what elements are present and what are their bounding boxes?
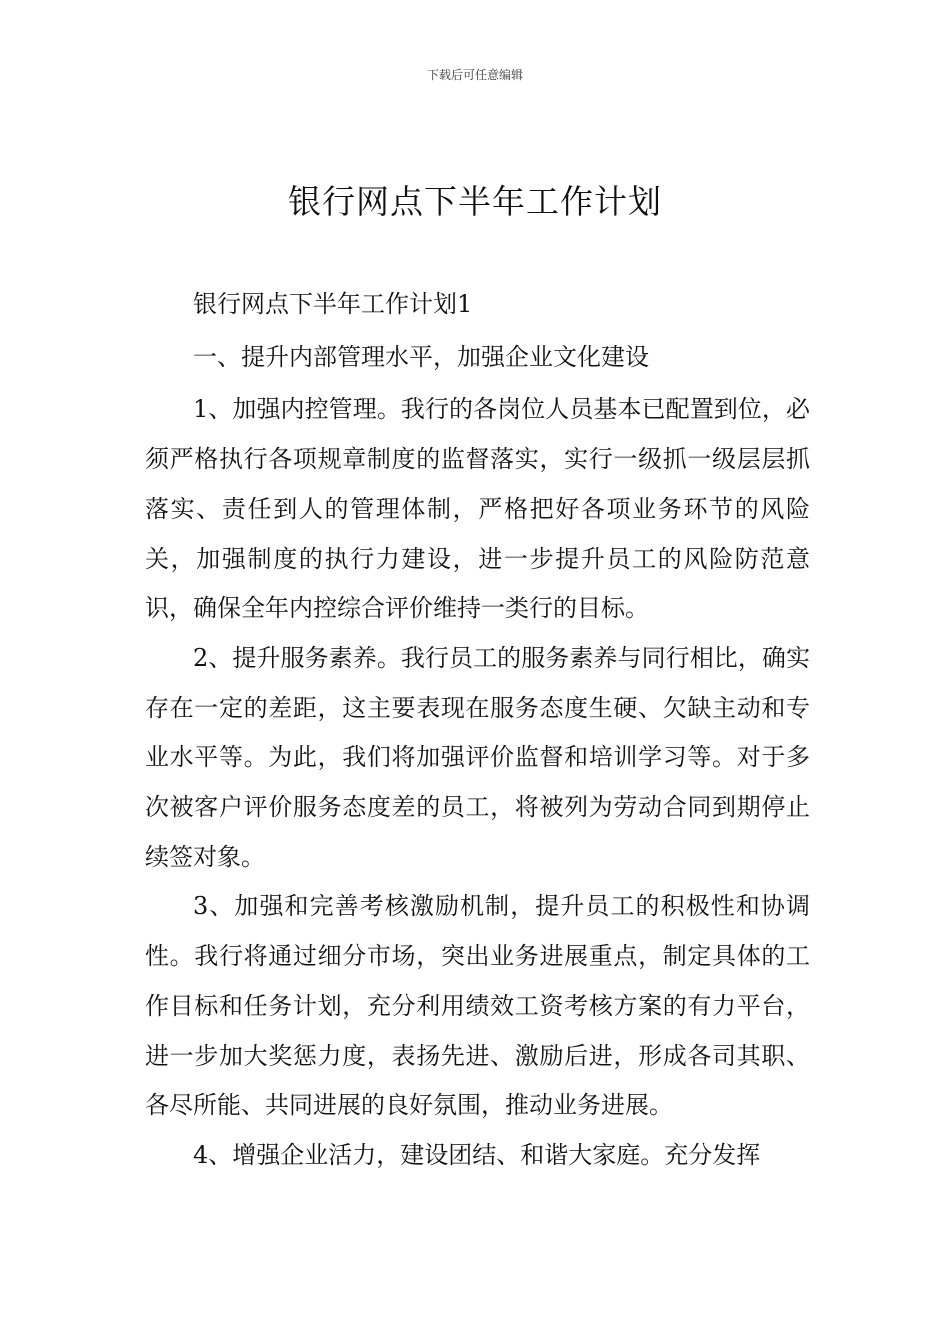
document-body <box>145 280 810 1181</box>
page-header-note: 下载后可任意编辑 <box>426 68 523 82</box>
paragraph-incentive-mechanism: 3、加强和完善考核激励机制，提升员工的积极性和协调性。我行将通过细分市场，突出业务进展重点，制定具体的工作目标和任务计划，充分利用绩效工资考核方案的有力平台，进一步加大奖惩力度，表扬先进、激励后进，形成各司其职、各尽所能、共同进展的良好氛围，推动业务进展。 <box>145 892 810 1120</box>
plan-subtitle: 银行网点下半年工作计划1 <box>193 290 473 318</box>
paragraph-corporate-vitality: 4、增强企业活力，建设团结、和谐大家庭。充分发挥 <box>193 1140 761 1169</box>
section-heading: 一、提升内部管理水平，加强企业文化建设 <box>193 342 649 371</box>
paragraph-internal-control: 1、加强内控管理。我行的各岗位人员基本已配置到位，必须严格执行各项规章制度的监督落实，实行一级抓一级层层抓落实、责任到人的管理体制，严格把好各项业务环节的风险关，加强制度的执行力建设，进一步提升员工的风险防范意识，确保全年内控综合评价维持一类行的目标。 <box>145 395 810 623</box>
paragraph-service-quality: 2、提升服务素养。我行员工的服务素养与同行相比，确实存在一定的差距，这主要表现在服务态度生硬、欠缺主动和专业水平等。为此，我们将加强评价监督和培训学习等。对于多次被客户评价服务态度差的员工，将被列为劳动合同到期停止续签对象。 <box>145 643 810 871</box>
document-title: 银行网点下半年工作计划 <box>288 182 662 221</box>
